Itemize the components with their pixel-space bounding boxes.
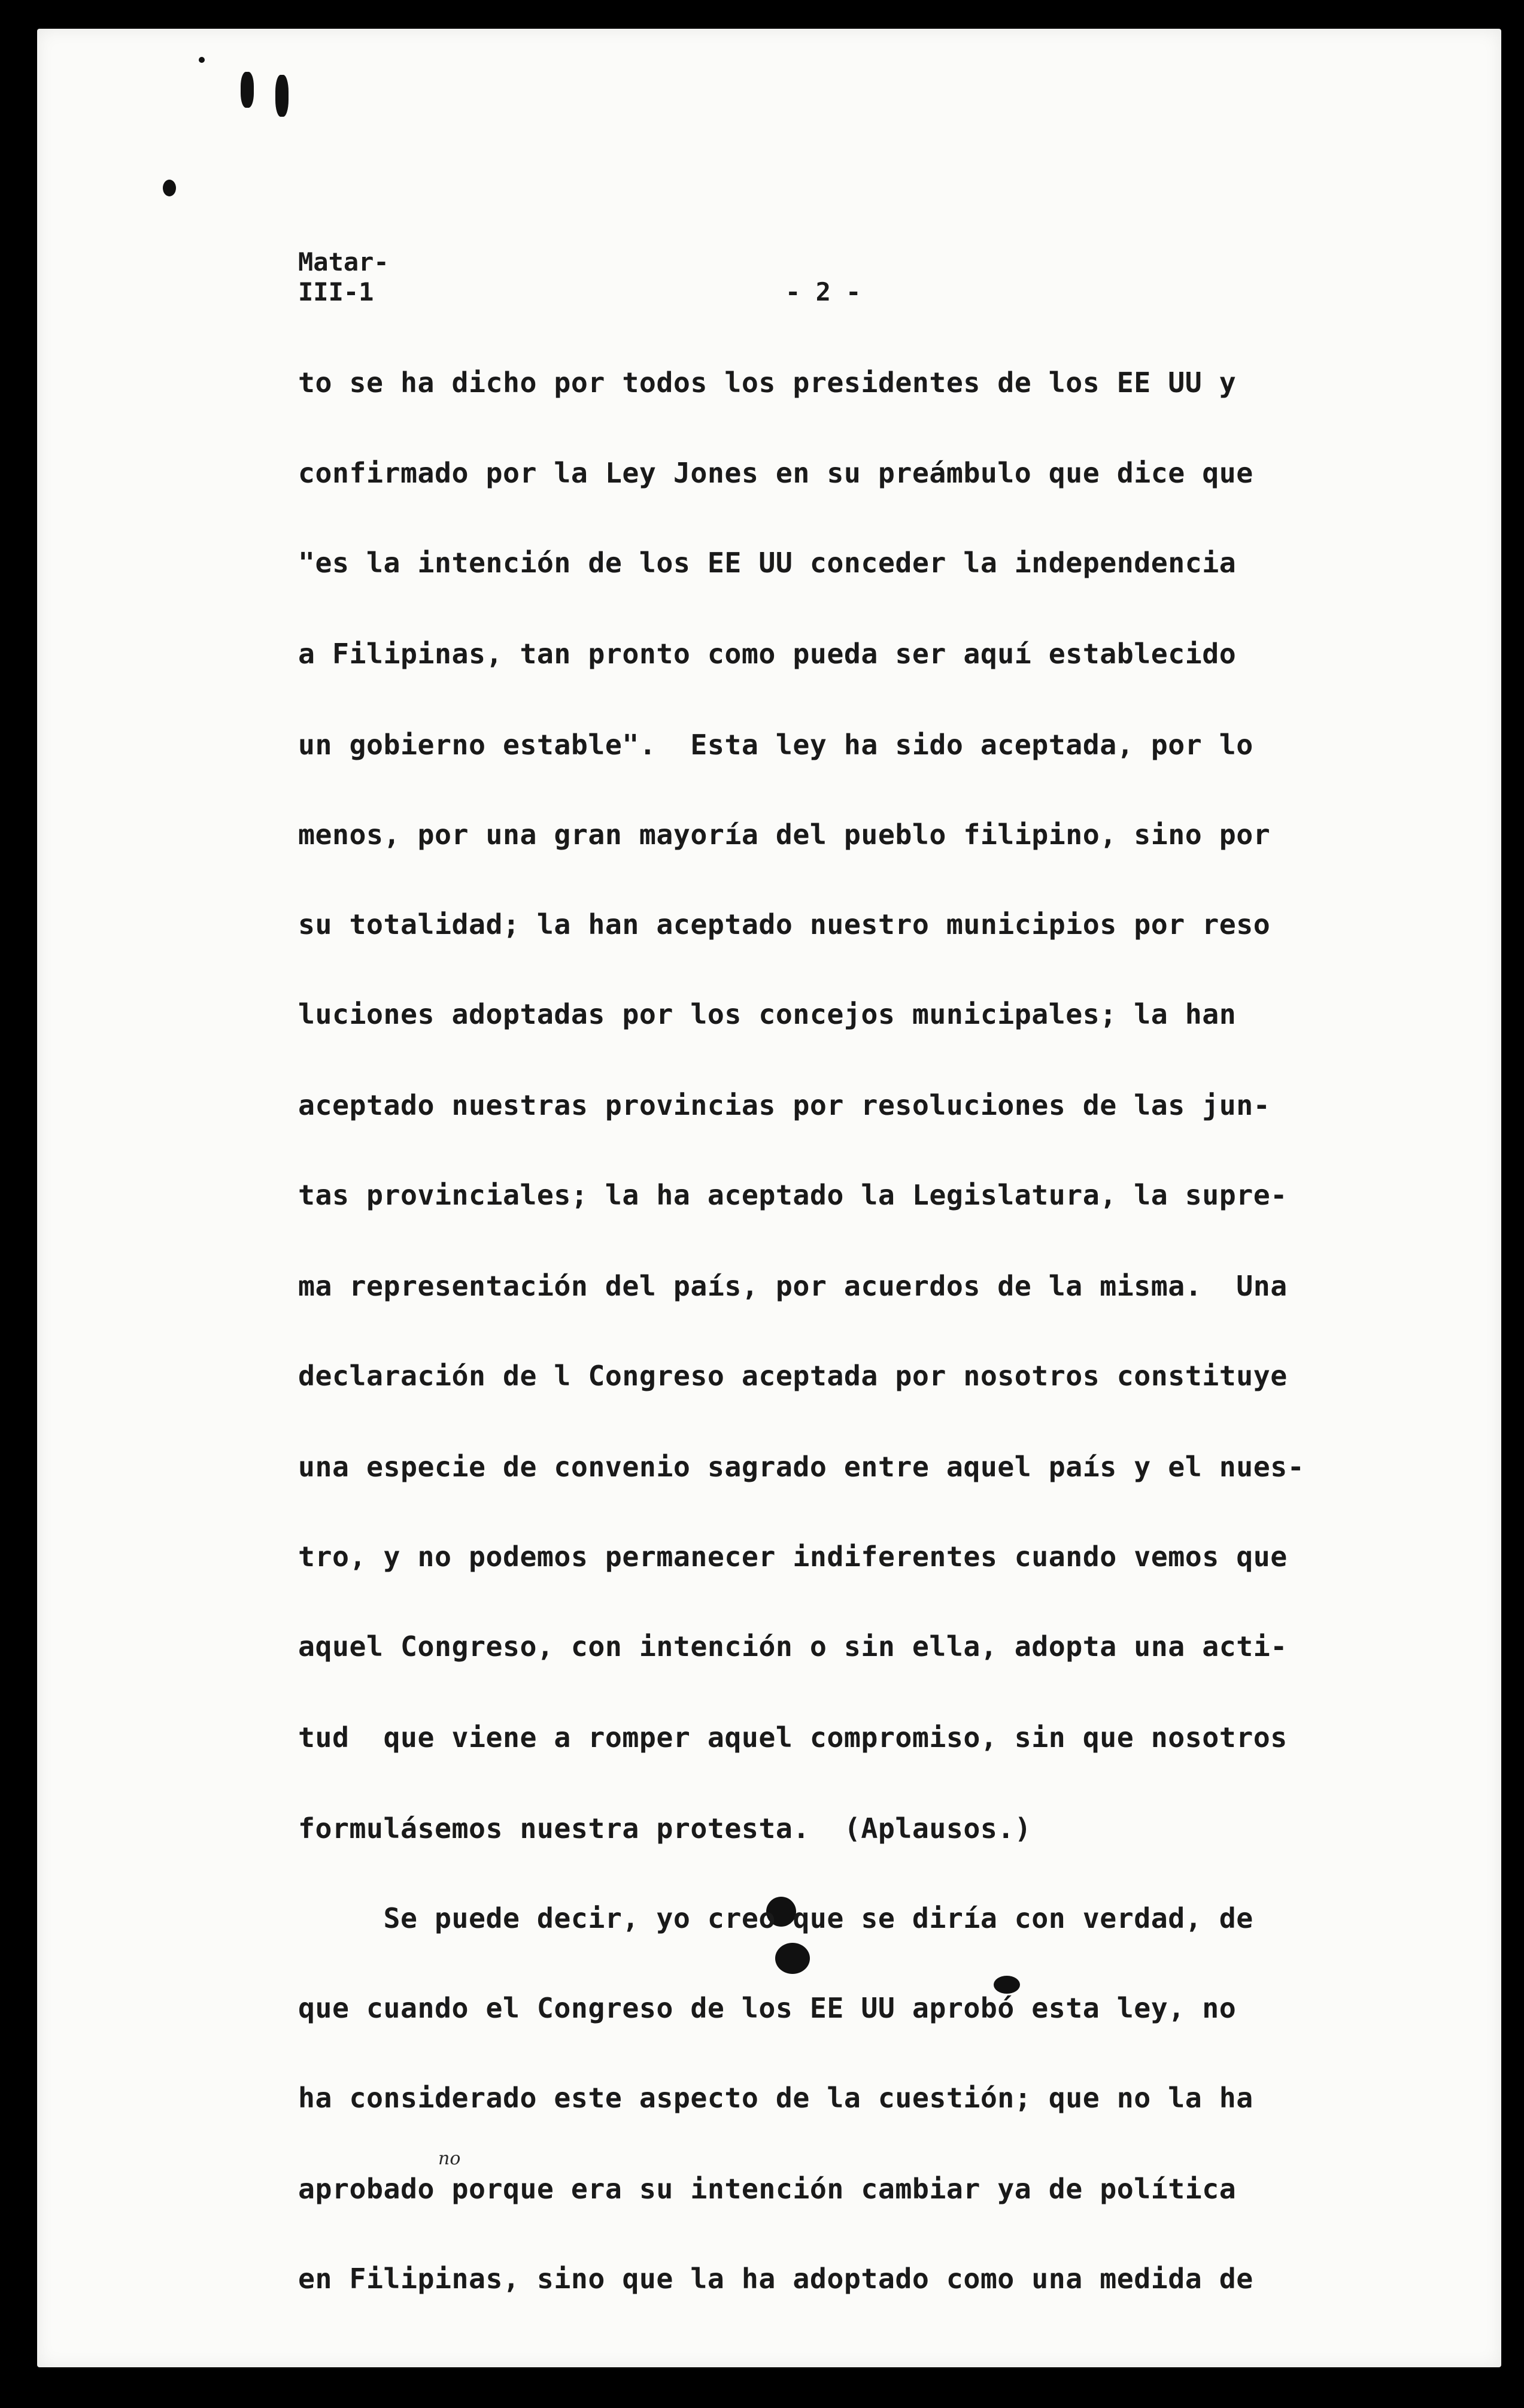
body-line: to se ha dicho por todos los presidentes de los EE UU y bbox=[298, 366, 1237, 399]
body-line: Se puede decir, yo creo que se diría con verdad, de bbox=[298, 1902, 1253, 1934]
body-line: ma representación del país, por acuerdos de la misma. Una bbox=[298, 1270, 1288, 1302]
body-line: "es la intención de los EE UU conceder la independencia bbox=[298, 547, 1237, 579]
ink-blot bbox=[775, 1943, 810, 1974]
document-label-line-2: III-1 bbox=[298, 277, 374, 307]
body-line: un gobierno estable". Esta ley ha sido aceptada, por lo bbox=[298, 729, 1253, 761]
body-line: menos, por una gran mayoría del pueblo filipino, sino por bbox=[298, 818, 1271, 851]
body-line: a Filipinas, tan pronto como pueda ser aquí establecido bbox=[298, 638, 1237, 670]
ink-mark bbox=[163, 180, 176, 196]
ink-mark bbox=[199, 57, 205, 63]
body-line: una especie de convenio sagrado entre aquel país y el nues- bbox=[298, 1451, 1305, 1483]
ink-mark bbox=[275, 75, 289, 117]
body-line: en Filipinas, sino que la ha adoptado como una medida de bbox=[298, 2263, 1253, 2295]
document-label-line-1: Matar- bbox=[298, 247, 389, 277]
body-line: ha considerado este aspecto de la cuestión; que no la ha bbox=[298, 2082, 1253, 2114]
body-line: luciones adoptadas por los concejos municipales; la han bbox=[298, 998, 1237, 1030]
body-line: confirmado por la Ley Jones en su preámbulo que dice que bbox=[298, 457, 1253, 489]
handwritten-insertion: no bbox=[438, 2148, 461, 2169]
body-line: aceptado nuestras provincias por resoluciones de las jun- bbox=[298, 1089, 1271, 1121]
body-line: formulásemos nuestra protesta. (Aplausos.) bbox=[298, 1812, 1032, 1845]
body-line: aquel Congreso, con intención o sin ella, adopta una acti- bbox=[298, 1630, 1288, 1663]
body-line: tud que viene a romper aquel compromiso, sin que nosotros bbox=[298, 1721, 1288, 1754]
body-line: que cuando el Congreso de los EE UU aprobó esta ley, no bbox=[298, 1992, 1237, 2024]
body-line: declaración de l Congreso aceptada por nosotros constituye bbox=[298, 1360, 1288, 1392]
ink-blot bbox=[994, 1976, 1020, 1994]
body-line: tro, y no podemos permanecer indiferentes cuando vemos que bbox=[298, 1540, 1288, 1573]
body-line: aprobado porque era su intención cambiar ya de política bbox=[298, 2173, 1237, 2205]
body-line: su totalidad; la han aceptado nuestro municipios por reso bbox=[298, 908, 1271, 941]
body-line: tas provinciales; la ha aceptado la Legislatura, la supre- bbox=[298, 1179, 1288, 1211]
ink-mark bbox=[241, 72, 254, 108]
page-number: - 2 - bbox=[785, 277, 861, 307]
